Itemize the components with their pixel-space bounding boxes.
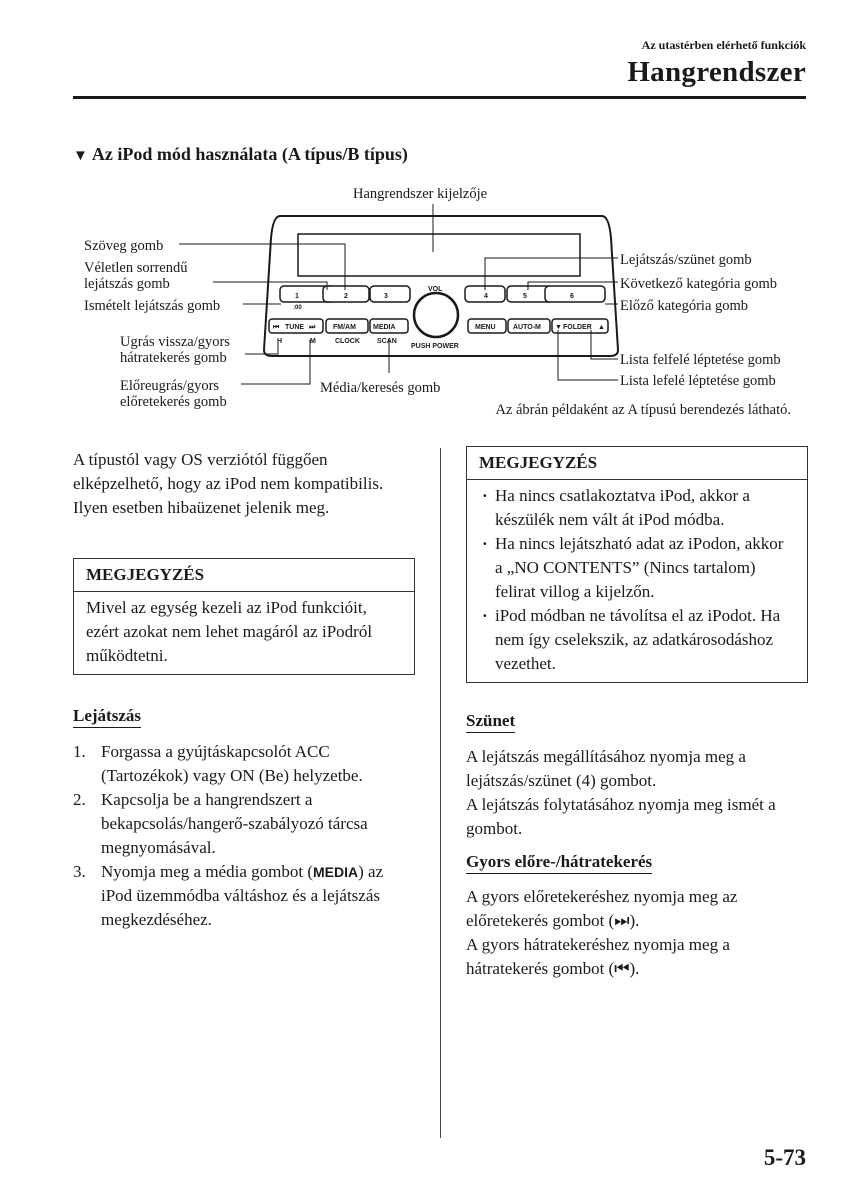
pause-paragraph: A lejátszás megállításához nyomja meg a lejátszás/szünet (4) gombot. A lejátszás folytatásához nyomja meg ismét a gombot.	[466, 747, 776, 838]
audio-unit-diagram	[73, 178, 813, 428]
preset-label-5: 5	[523, 293, 527, 300]
media-label: MEDIA	[373, 324, 396, 331]
folder-down-glyph: ▼	[555, 324, 562, 331]
tune-rewind-glyph: ⏮	[273, 324, 280, 331]
note-title: MEGJEGYZÉS	[74, 559, 414, 592]
preset-button-3	[370, 286, 410, 302]
audio-unit-svg	[73, 178, 813, 428]
list-item: · Ha nincs csatlakoztatva iPod, akkor a készülék nem vált át iPod módba.	[479, 484, 795, 532]
diagram-caption: Az ábrán példaként az A típusú berendezés látható.	[495, 402, 791, 418]
label-list-up: Lista felfelé léptetése gomb	[620, 352, 781, 368]
label-display: Hangrendszer kijelzője	[353, 186, 488, 202]
playback-steps	[73, 740, 413, 932]
fast-forward-paragraph: A gyors előretekeréshez nyomja meg az előretekerés gombot (⏭).	[466, 887, 738, 930]
label-text-button: Szöveg gomb	[84, 238, 164, 254]
preset-label-3: 3	[384, 293, 388, 300]
preset-button-6	[545, 286, 605, 302]
auto-m-label: AUTO-M	[513, 324, 541, 331]
triangle-down-icon: ▼	[73, 148, 88, 164]
header-rule	[73, 96, 806, 99]
pause-heading: Szünet	[466, 711, 515, 733]
h-label: H	[277, 338, 283, 345]
fast-heading: Gyors előre-/hátratekerés	[466, 852, 652, 874]
label-repeat: Ismételt lejátszás gomb	[84, 298, 221, 314]
label-prev-cat: Előző kategória gomb	[620, 298, 749, 314]
folder-up-glyph: ▲	[598, 324, 605, 331]
preset-label-6: 6	[570, 293, 574, 300]
list-item: · Ha nincs lejátszható adat az iPodon, akkor a „NO CONTENTS” (Nincs tartalom) felirat villog a kijelzőn.	[479, 532, 795, 604]
display-screen	[298, 234, 580, 276]
note-title: MEGJEGYZÉS	[467, 447, 807, 480]
step-number: 1.	[73, 742, 86, 761]
page-number: 5-73	[763, 1145, 806, 1170]
preset-label-4: 4	[484, 293, 488, 300]
label-forward-1: Előreugrás/gyors	[120, 378, 220, 394]
header-section-label: Az utastérben elérhető funkciók	[641, 38, 806, 52]
note-box-left	[73, 558, 415, 675]
label-next-cat: Következő kategória gomb	[620, 276, 778, 292]
label-list-down: Lista lefelé léptetése gomb	[620, 373, 776, 389]
fast-heading-wrap	[466, 852, 652, 874]
list-item	[73, 740, 413, 788]
preset-sublabel-00: :00	[293, 305, 302, 311]
fm-am-label: FM/AM	[333, 324, 356, 331]
label-random-2: lejátszás gomb	[84, 276, 170, 292]
label-media-scan: Média/keresés gomb	[320, 380, 441, 396]
menu-label: MENU	[475, 324, 496, 331]
volume-knob	[414, 293, 458, 337]
folder-label: FOLDER	[563, 324, 592, 331]
label-rewind-2: hátratekerés gomb	[120, 350, 227, 366]
page-title: Hangrendszer	[627, 56, 806, 88]
note-body: Mivel az egység kezeli az iPod funkcióit, ezért azokat nem lehet magáról az iPodról működtetni.	[86, 598, 373, 665]
list-item	[73, 788, 413, 860]
pause-heading-wrap	[466, 711, 515, 733]
label-random-1: Véletlen sorrendű	[84, 260, 188, 276]
label-forward-2: előretekerés gomb	[120, 394, 227, 410]
playback-heading: Lejátszás	[73, 706, 141, 728]
step-text: Kapcsolja be a hangrendszert a bekapcsolás/hangerő-szabályozó tárcsa megnyomásával.	[101, 790, 368, 857]
label-rewind-1: Ugrás vissza/gyors	[120, 334, 230, 350]
note-body	[467, 480, 807, 682]
vol-label: VOL	[428, 286, 443, 293]
column-divider	[440, 448, 441, 1138]
note-list	[479, 484, 795, 676]
list-item	[73, 860, 413, 932]
step-number: 2.	[73, 790, 86, 809]
step-text: Forgassa a gyújtáskapcsolót ACC (Tartozékok) vagy ON (Be) helyzetbe.	[101, 742, 363, 785]
step-text-pre: Nyomja meg a média gombot (	[101, 862, 313, 881]
section-heading	[73, 144, 408, 165]
section-heading-text: Az iPod mód használata (A típus/B típus)	[91, 144, 408, 164]
tune-label: TUNE	[285, 324, 305, 331]
preset-label-1: 1	[295, 293, 299, 300]
push-power-label: PUSH POWER	[411, 343, 459, 350]
media-key-glyph: MEDIA	[312, 864, 359, 880]
tune-forward-glyph: ⏭	[309, 324, 316, 331]
m-label: M	[310, 338, 316, 345]
step-number: 3.	[73, 862, 86, 881]
list-item: · iPod módban ne távolítsa el az iPodot. Ha nem így cselekszik, az adatkárosodáshoz vezethet.	[479, 604, 795, 676]
clock-label: CLOCK	[335, 338, 360, 345]
fast-rewind-paragraph: A gyors hátratekeréshez nyomja meg a hátratekerés gombot (⏮).	[466, 935, 730, 978]
label-play-pause: Lejátszás/szünet gomb	[620, 252, 752, 268]
playback-heading-wrap	[73, 706, 141, 728]
preset-label-2: 2	[344, 293, 348, 300]
note-box-right	[466, 446, 808, 683]
step-text-post: ) az iPod üzemmódba váltáshoz és a lejátszás megkezdéséhez.	[101, 862, 384, 929]
scan-label: SCAN	[377, 338, 397, 345]
intro-paragraph: A típustól vagy OS verziótól függően elképzelhető, hogy az iPod nem kompatibilis. Ilyen esetben hibaüzenet jelenik meg.	[73, 450, 384, 517]
